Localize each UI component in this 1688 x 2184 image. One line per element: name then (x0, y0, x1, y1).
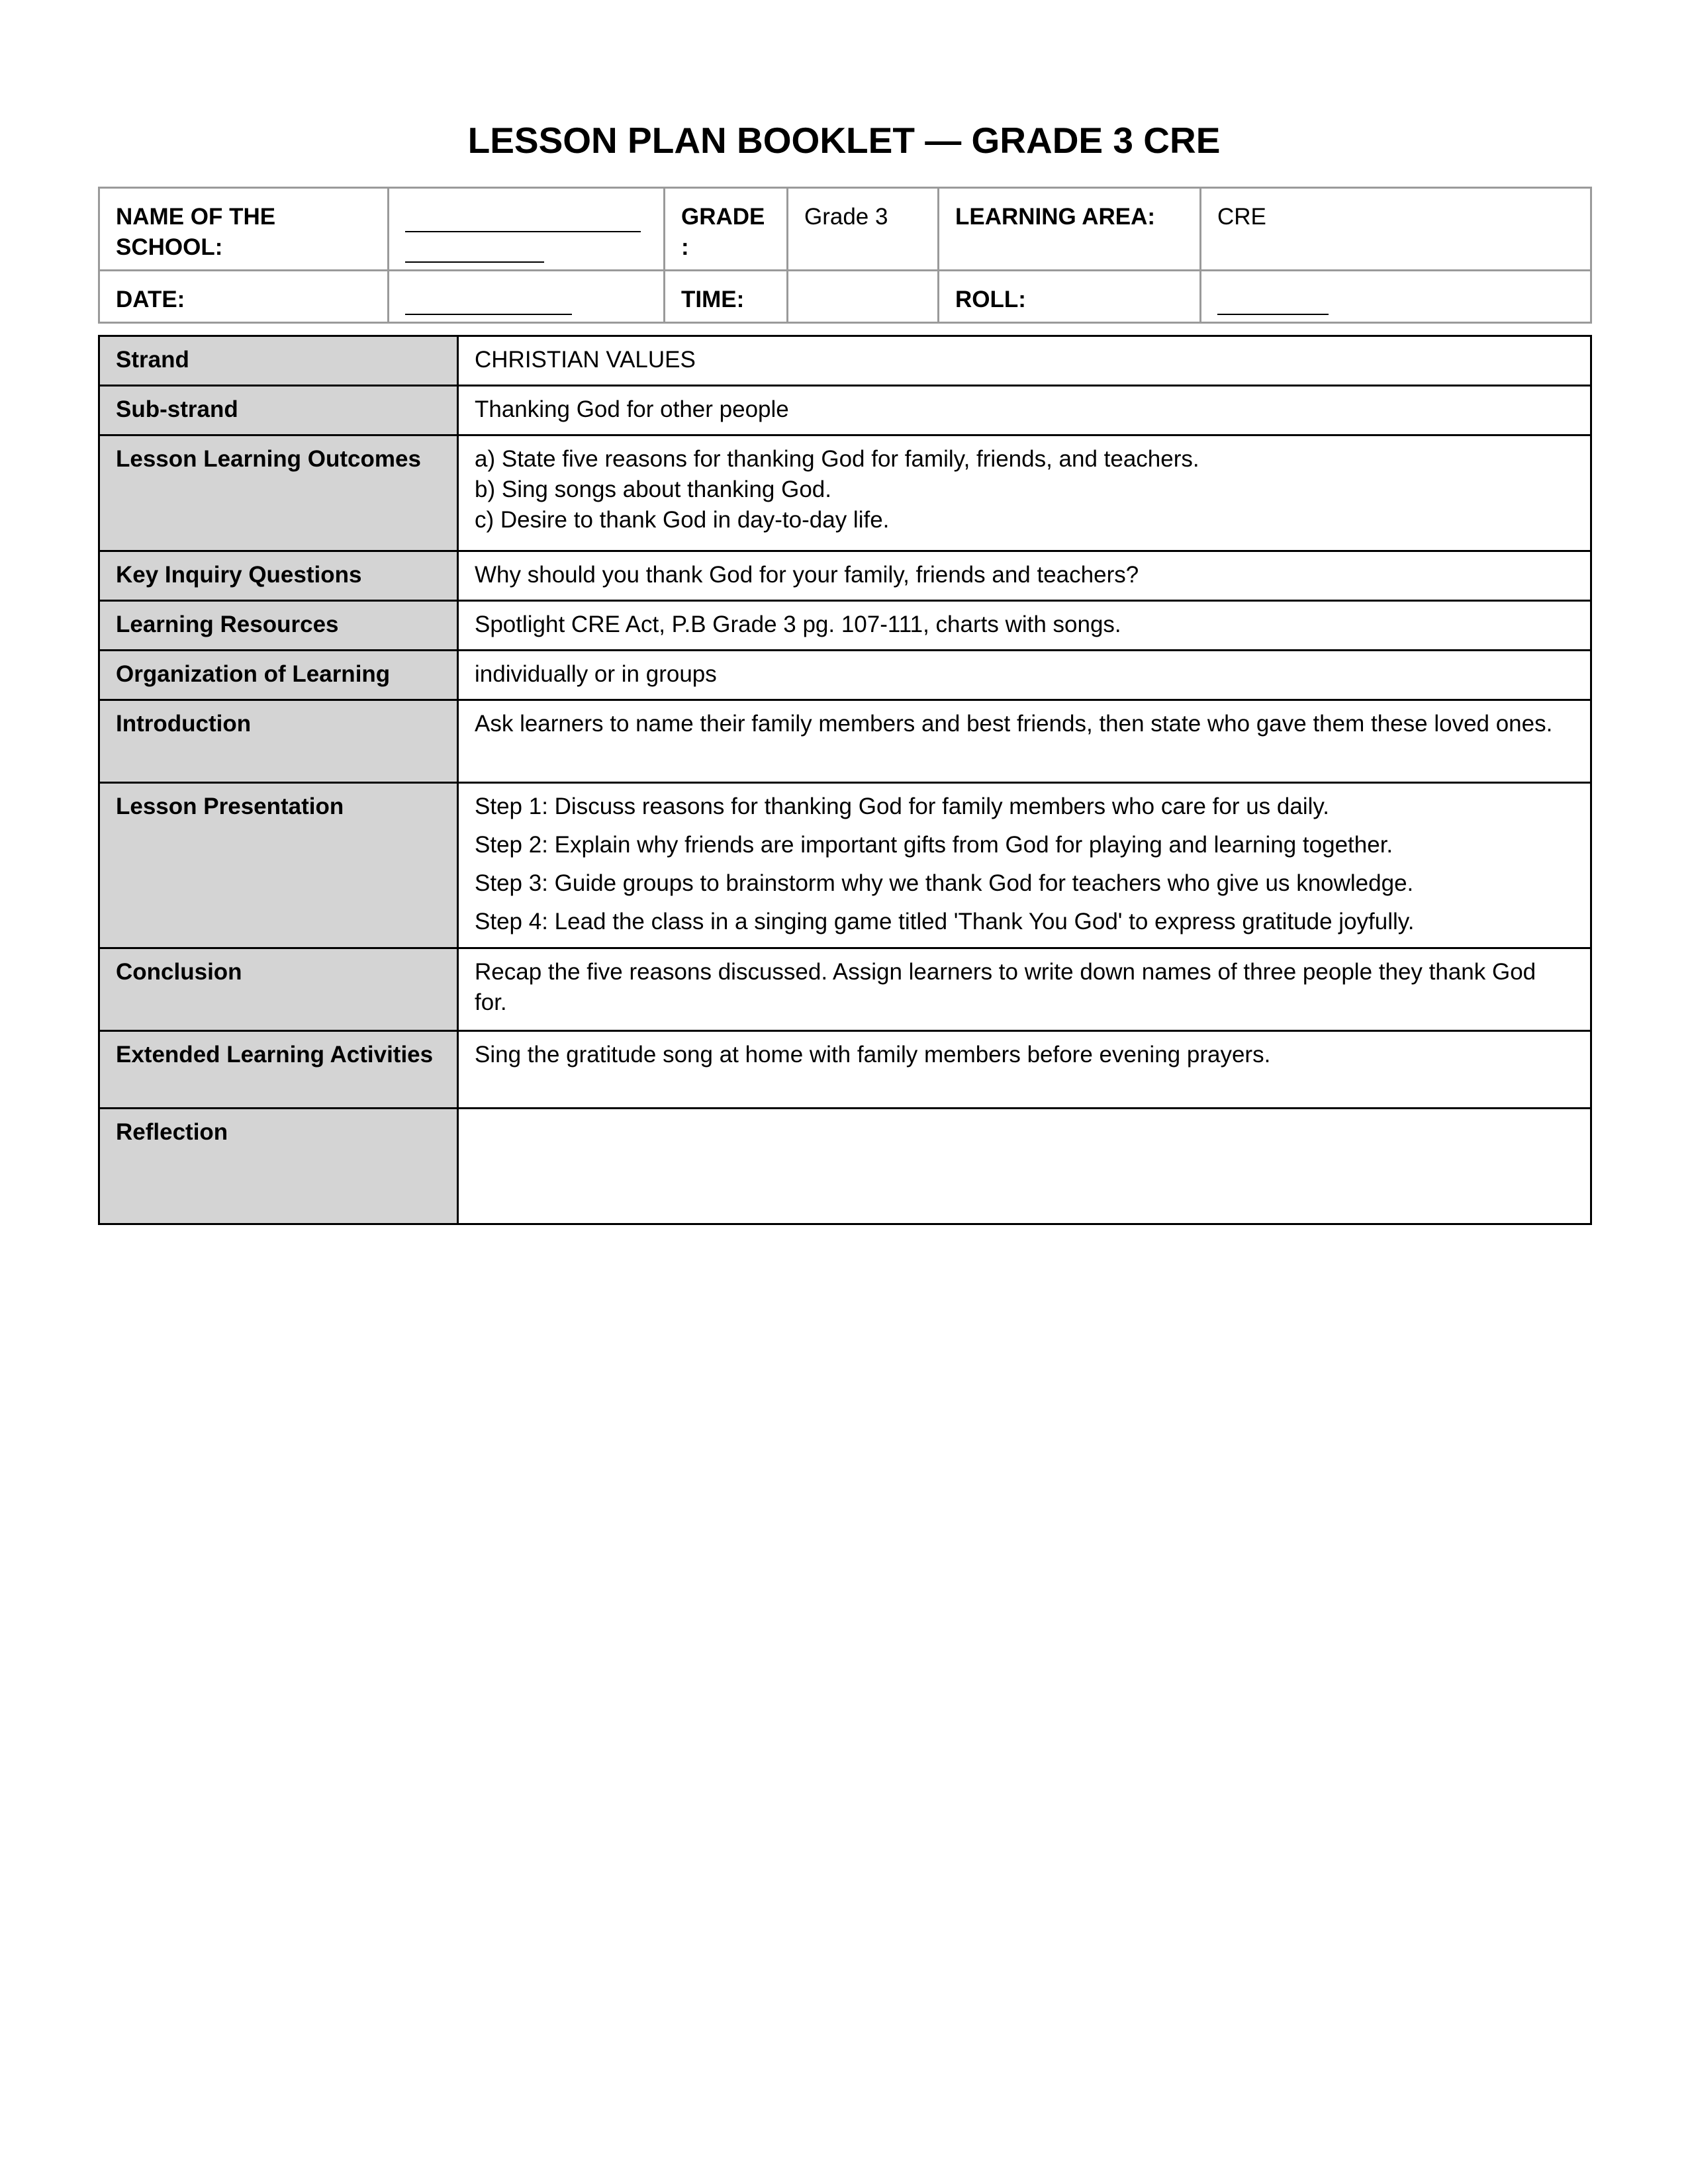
substrand-value: Thanking God for other people (458, 386, 1591, 435)
outcomes-label: Lesson Learning Outcomes (99, 435, 458, 551)
conclusion-label: Conclusion (99, 948, 458, 1031)
school-label: NAME OF THE SCHOOL: (99, 188, 389, 271)
row-introduction (99, 700, 1591, 783)
reflection-field[interactable] (458, 1109, 1591, 1224)
presentation-steps (458, 783, 1591, 948)
presentation-step: Step 1: Discuss reasons for thanking God for family members who care for us daily. (475, 794, 1330, 819)
inquiry-value: Why should you thank God for your family, friends and teachers? (458, 551, 1591, 601)
time-label: TIME: (665, 271, 788, 323)
conclusion-value: Recap the five reasons discussed. Assign learners to write down names of three people they thank God for. (458, 948, 1591, 1031)
organization-value: individually or in groups (458, 651, 1591, 700)
date-label: DATE: (99, 271, 389, 323)
date-field[interactable] (389, 271, 665, 323)
lesson-info-table (98, 187, 1592, 324)
resources-label: Learning Resources (99, 601, 458, 651)
row-substrand (99, 386, 1591, 435)
resources-value: Spotlight CRE Act, P.B Grade 3 pg. 107-111, charts with songs. (458, 601, 1591, 651)
reflection-label: Reflection (99, 1109, 458, 1224)
row-conclusion (99, 948, 1591, 1031)
lesson-plan-table (98, 335, 1592, 1225)
roll-blank-line (1217, 285, 1329, 315)
outcome-item: c) Desire to thank God in day-to-day life. (475, 507, 890, 533)
school-blank-line-2 (405, 232, 544, 263)
date-blank-line (405, 285, 572, 315)
roll-field[interactable] (1201, 271, 1591, 323)
info-row-date (99, 271, 1591, 323)
learning-area-label: LEARNING AREA: (939, 188, 1201, 271)
row-inquiry (99, 551, 1591, 601)
row-outcomes (99, 435, 1591, 551)
row-reflection (99, 1109, 1591, 1224)
introduction-label: Introduction (99, 700, 458, 783)
outcome-item: b) Sing songs about thanking God. (475, 477, 831, 502)
inquiry-label: Key Inquiry Questions (99, 551, 458, 601)
info-row-school (99, 188, 1591, 271)
substrand-label: Sub-strand (99, 386, 458, 435)
learning-area-value: CRE (1201, 188, 1591, 271)
row-organization (99, 651, 1591, 700)
row-presentation (99, 783, 1591, 948)
row-extended (99, 1031, 1591, 1109)
introduction-value: Ask learners to name their family members and best friends, then state who gave them these loved ones. (458, 700, 1591, 783)
outcome-item: a) State five reasons for thanking God for family, friends, and teachers. (475, 446, 1199, 472)
grade-value: Grade 3 (788, 188, 939, 271)
row-resources (99, 601, 1591, 651)
extended-label: Extended Learning Activities (99, 1031, 458, 1109)
organization-label: Organization of Learning (99, 651, 458, 700)
presentation-step: Step 4: Lead the class in a singing game titled 'Thank You God' to express gratitude joyfully. (475, 909, 1415, 934)
time-field[interactable] (788, 271, 939, 323)
extended-value: Sing the gratitude song at home with family members before evening prayers. (458, 1031, 1591, 1109)
presentation-step: Step 2: Explain why friends are important gifts from God for playing and learning together. (475, 832, 1393, 858)
roll-label: ROLL: (939, 271, 1201, 323)
row-strand (99, 336, 1591, 386)
grade-label: GRADE : (665, 188, 788, 271)
page-title: LESSON PLAN BOOKLET — GRADE 3 CRE (467, 120, 1221, 161)
strand-label: Strand (99, 336, 458, 386)
presentation-label: Lesson Presentation (99, 783, 458, 948)
presentation-step: Step 3: Guide groups to brainstorm why we thank God for teachers who give us knowledge. (475, 870, 1414, 896)
school-field[interactable] (389, 188, 665, 271)
strand-value: CHRISTIAN VALUES (458, 336, 1591, 386)
school-blank-line-1 (405, 202, 641, 232)
outcomes-list (458, 435, 1591, 551)
